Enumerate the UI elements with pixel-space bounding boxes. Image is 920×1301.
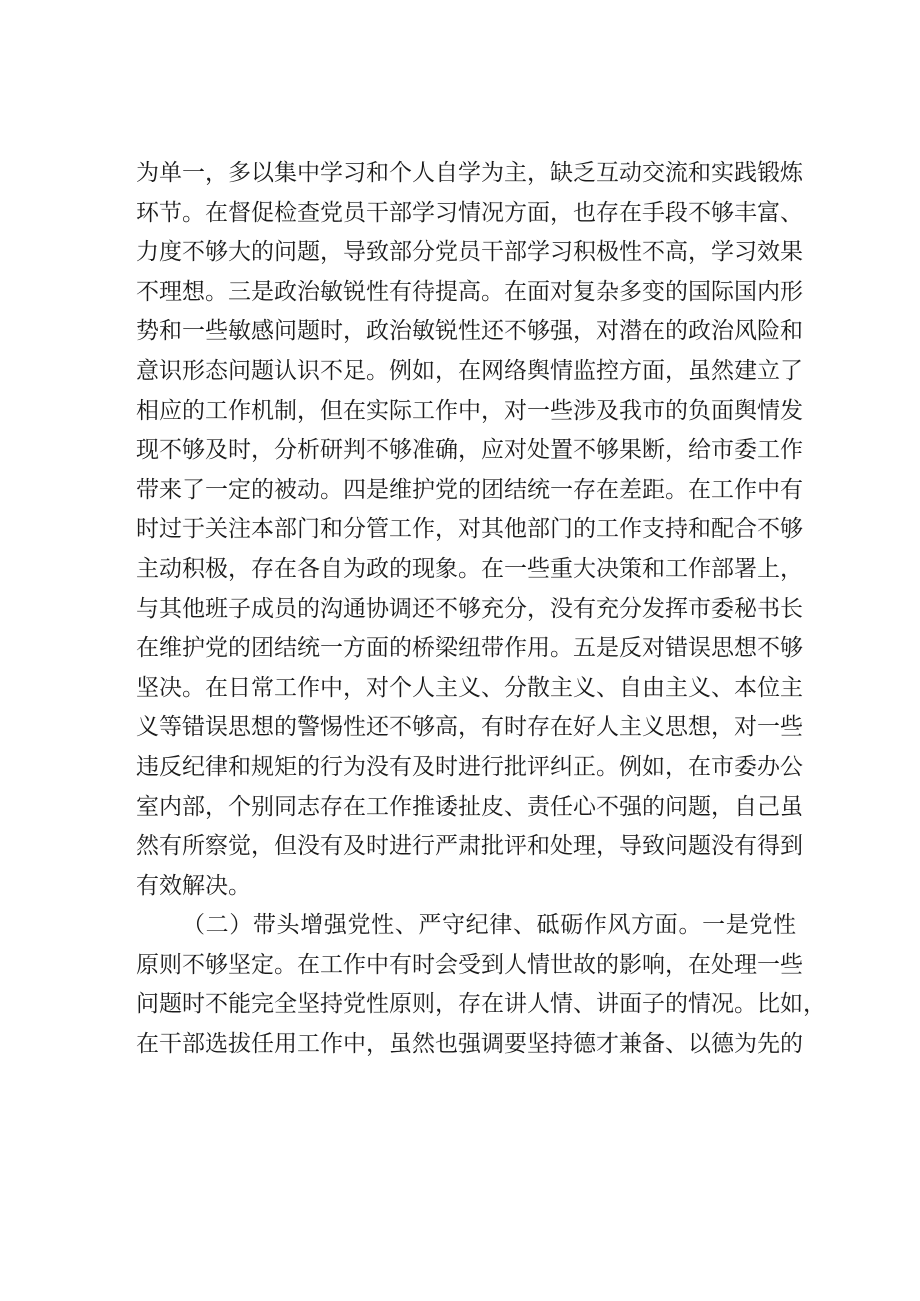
paragraph-line: 现不够及时，分析研判不够准确，应对处置不够果断，给市委工作 [136, 437, 803, 464]
paragraph-line: 有效解决。 [136, 872, 251, 899]
paragraph-line: 主动积极，存在各自为政的现象。在一些重大决策和工作部署上， [136, 555, 803, 582]
paragraph-2 [136, 906, 826, 1064]
paragraph-line: 坚决。在日常工作中，对个人主义、分散主义、自由主义、本位主 [136, 674, 803, 701]
paragraph-line: 时过于关注本部门和分管工作，对其他部门的工作支持和配合不够 [136, 516, 803, 543]
paragraph-line: 原则不够坚定。在工作中有时会受到人情世故的影响，在处理一些 [136, 951, 803, 978]
paragraph-line: 然有所察觉，但没有及时进行严肃批评和处理，导致问题没有得到 [136, 833, 803, 860]
paragraph-line: （二）带头增强党性、严守纪律、砥砺作风方面。一是党性 [182, 912, 796, 939]
paragraph-line: 义等错误思想的警惕性还不够高，有时存在好人主义思想，对一些 [136, 714, 803, 741]
paragraph-line: 违反纪律和规矩的行为没有及时进行批评纠正。例如，在市委办公 [136, 753, 803, 780]
paragraph-1 [136, 154, 803, 906]
paragraph-line: 意识形态问题认识不足。例如，在网络舆情监控方面，虽然建立了 [136, 357, 803, 384]
paragraph-line: 势和一些敏感问题时，政治敏锐性还不够强，对潜在的政治风险和 [136, 318, 803, 345]
paragraph-line: 力度不够大的问题，导致部分党员干部学习积极性不高，学习效果 [136, 239, 803, 266]
paragraph-line: 环节。在督促检查党员干部学习情况方面，也存在手段不够丰富、 [136, 199, 803, 226]
paragraph-line: 与其他班子成员的沟通协调还不够充分，没有充分发挥市委秘书长 [136, 595, 803, 622]
paragraph-line: 带来了一定的被动。四是维护党的团结统一存在差距。在工作中有 [136, 476, 803, 503]
paragraph-line: 相应的工作机制，但在实际工作中，对一些涉及我市的负面舆情发 [136, 397, 803, 424]
paragraph-line: 为单一，多以集中学习和个人自学为主，缺乏互动交流和实践锻炼 [136, 160, 803, 186]
paragraph-line: 室内部，个别同志存在工作推诿扯皮、责任心不强的问题，自己虽 [136, 793, 803, 820]
paragraph-line: 在维护党的团结统一方面的桥梁纽带作用。五是反对错误思想不够 [136, 635, 803, 662]
document-body [136, 154, 826, 1065]
paragraph-line: 在干部选拔任用工作中，虽然也强调要坚持德才兼备、以德为先的 [136, 1031, 803, 1058]
paragraph-line: 不理想。三是政治敏锐性有待提高。在面对复杂多变的国际国内形 [136, 278, 803, 305]
paragraph-line: 问题时不能完全坚持党性原则，存在讲人情、讲面子的情况。比如， [136, 991, 826, 1018]
